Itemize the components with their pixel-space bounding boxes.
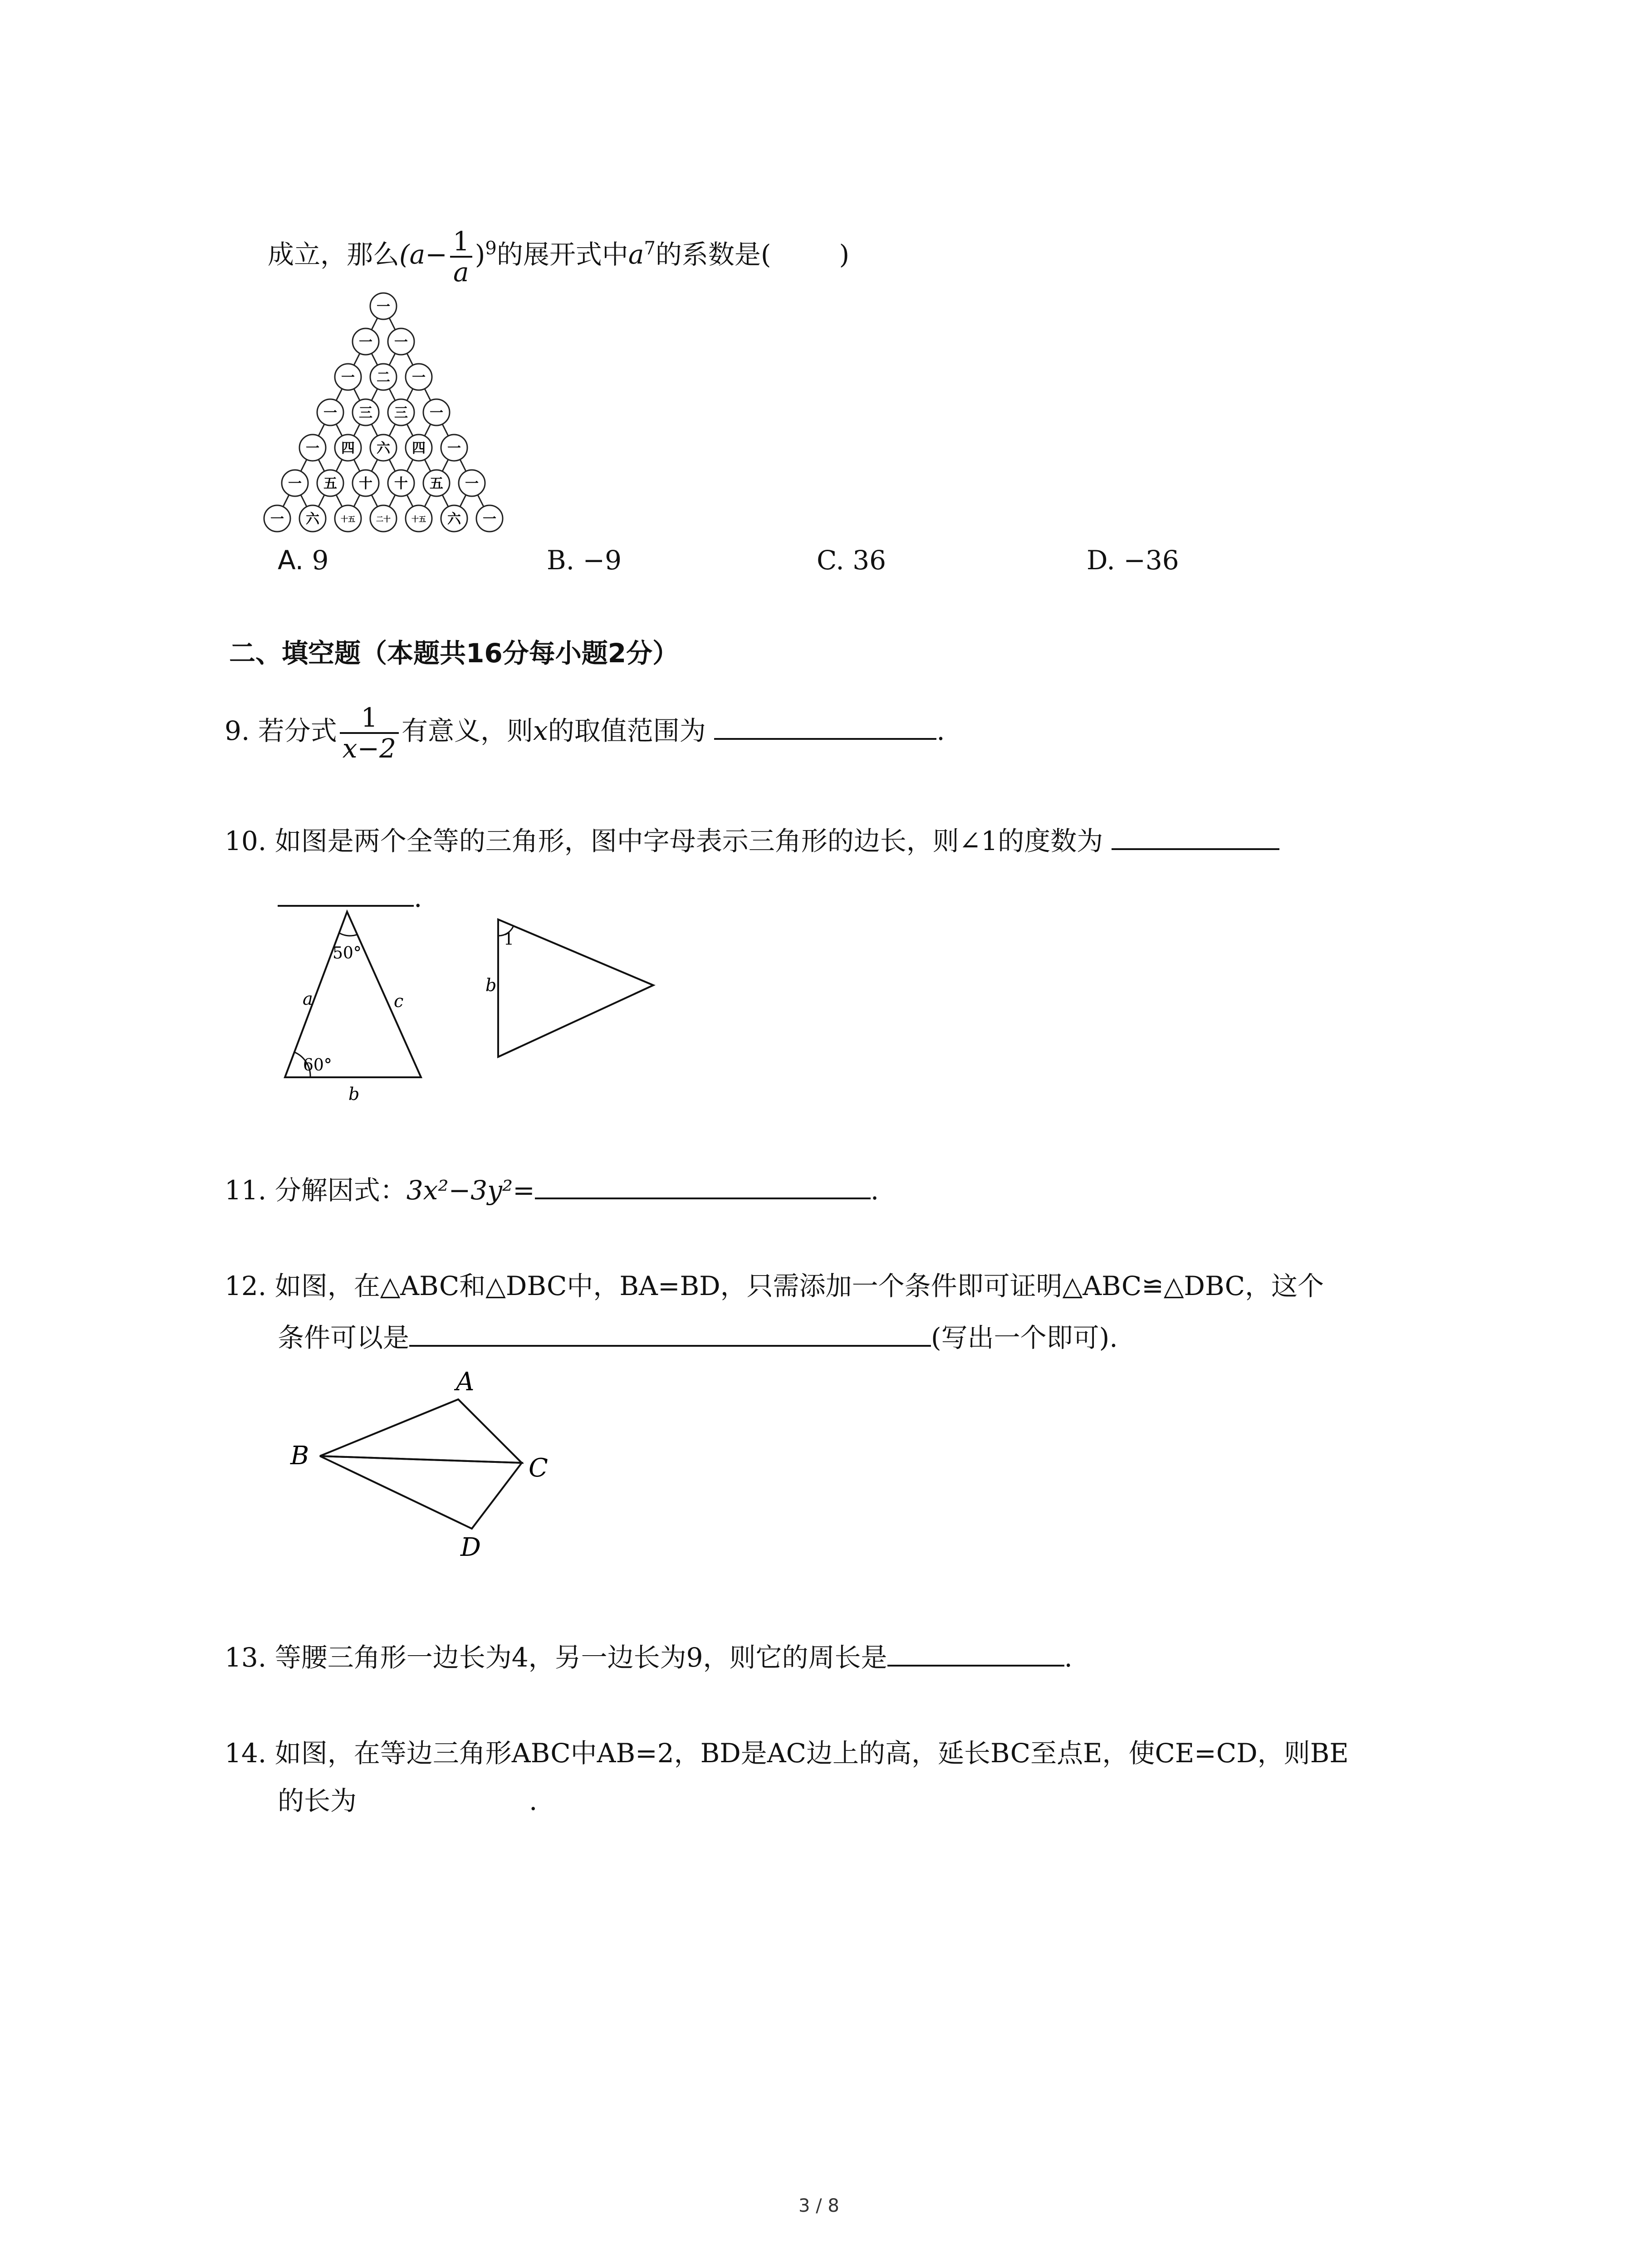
q12-line2: [278, 1318, 1118, 1356]
q8-fraction: [450, 227, 472, 287]
q9-frac-den: x−2: [340, 732, 399, 763]
option-letter: B.: [547, 545, 575, 576]
triangle-node-label: 十: [359, 476, 372, 492]
question-number: 9.: [225, 715, 250, 747]
q10-text: 如图是两个全等的三角形，图中字母表示三角形的边长，则∠1的度数为: [274, 826, 1103, 856]
q8-option-c[interactable]: [817, 542, 886, 578]
option-value: −9: [583, 545, 622, 576]
triangle-node-label: 二十: [376, 515, 391, 523]
q9-post: 的取值范围为: [548, 715, 706, 747]
vertex-b-label: B: [290, 1441, 309, 1471]
triangle-node-label: 一: [377, 299, 390, 315]
q14-line2: 的长为: [278, 1785, 357, 1816]
triangle-node-label: 一: [412, 370, 426, 386]
triangle-node-label: 三: [394, 405, 408, 421]
angle-60-label: 60°: [303, 1056, 332, 1075]
q9-frac-num: 1: [361, 702, 378, 733]
triangle-node-label: 一: [465, 476, 479, 492]
q12-figure: [281, 1361, 563, 1560]
q9-fraction: [340, 703, 399, 763]
q9-var: x: [533, 715, 548, 747]
q8-stem: [268, 227, 849, 287]
q8-end: 的系数是(: [655, 239, 771, 270]
q9-pre: 若分式: [258, 715, 337, 747]
page-number: 3 / 8: [798, 2195, 839, 2216]
triangle-node-label: 一: [483, 511, 496, 527]
q8-expr-close: ): [475, 239, 485, 270]
triangle-node-label: 十五: [340, 515, 356, 523]
q8-option-a[interactable]: [278, 542, 328, 578]
q8-paren-close: ): [839, 239, 850, 270]
triangle-node-label: 五: [323, 476, 337, 492]
pascal-triangle-figure: [254, 284, 522, 538]
answer-blank[interactable]: [1112, 821, 1279, 850]
option-letter: D.: [1087, 545, 1115, 576]
triangle-node-label: 一: [359, 334, 372, 350]
answer-blank[interactable]: [278, 878, 414, 907]
q11-expr: 3x²−3y²=: [406, 1175, 535, 1206]
q10-triangles-figure: [272, 909, 671, 1105]
q10-end: .: [414, 882, 422, 913]
q10: [225, 821, 1279, 859]
q9-mid: 有意义，则: [402, 715, 534, 747]
triangle-right: [485, 919, 653, 1057]
option-value: 9: [312, 545, 329, 576]
answer-blank[interactable]: [535, 1170, 871, 1199]
triangle-node-label: 四: [412, 440, 426, 456]
q11: [225, 1170, 879, 1208]
triangle-node-label: 一: [323, 405, 337, 421]
side-b2-label: b: [485, 975, 497, 995]
q11-end: .: [870, 1175, 879, 1206]
q11-text: 分解因式：: [274, 1175, 407, 1206]
q14-text: 如图，在等边三角形ABC中AB=2，BD是AC边上的高，延长BC至点E，使CE=CD，则BE: [274, 1738, 1349, 1769]
triangle-node-label: 二: [377, 370, 390, 386]
vertex-c-label: C: [529, 1453, 548, 1483]
answer-blank[interactable]: [409, 1318, 931, 1347]
q8-var: a: [628, 239, 644, 270]
q8-power: 9: [485, 238, 497, 259]
triangle-node-label: 一: [447, 440, 461, 456]
triangle-node-label: 一: [341, 370, 355, 386]
answer-blank[interactable]: [714, 711, 936, 740]
q14-line1: [225, 1735, 1349, 1771]
q12-line2-pre: 条件可以是: [278, 1322, 410, 1353]
triangle-node-label: 一: [306, 440, 319, 456]
triangle-node-label: 六: [447, 511, 461, 527]
option-value: −36: [1123, 545, 1179, 576]
triangle-node-label: 一: [394, 334, 408, 350]
q13-text: 等腰三角形一边长为4，另一边长为9，则它的周长是: [274, 1642, 887, 1673]
option-letter: C.: [817, 545, 844, 576]
q8-lead: 成立，那么: [268, 239, 400, 270]
option-value: 36: [852, 545, 886, 576]
q14-end: .: [529, 1785, 538, 1816]
q8-frac-num: 1: [452, 226, 470, 257]
q8-option-b[interactable]: [547, 542, 622, 578]
q8-mid: 的展开式中: [496, 239, 628, 270]
side-a-label: a: [303, 989, 313, 1009]
q9: [225, 703, 945, 763]
question-number: 10.: [225, 826, 267, 856]
triangle-node-label: 六: [377, 440, 390, 456]
q14-line2: [278, 1783, 537, 1819]
triangle-node-label: 五: [430, 476, 443, 492]
triangle-node-label: 一: [430, 405, 443, 421]
q9-end: .: [936, 715, 945, 747]
triangle-node-label: 六: [306, 511, 319, 527]
triangle-node-label: 一: [270, 511, 284, 527]
vertex-d-label: D: [460, 1533, 481, 1560]
question-number: 13.: [225, 1642, 267, 1673]
triangle-node-label: 三: [359, 405, 372, 421]
question-number: 12.: [225, 1271, 267, 1301]
answer-blank[interactable]: [887, 1637, 1064, 1667]
side-c-label: c: [394, 991, 404, 1011]
triangle-node-label: 十五: [411, 515, 426, 523]
q8-var-power: 7: [644, 238, 656, 259]
section-title: 二、填空题（本题共16分每小题2分）: [229, 638, 679, 669]
option-letter: A.: [278, 545, 304, 576]
q12-line2-post: (写出一个即可).: [931, 1322, 1118, 1353]
triangle-left: [285, 912, 421, 1104]
vertex-a-label: A: [456, 1367, 475, 1397]
side-b-label: b: [348, 1084, 360, 1104]
q8-option-d[interactable]: [1087, 542, 1179, 578]
question-number: 11.: [225, 1175, 267, 1206]
q13: [225, 1637, 1073, 1676]
q12-line1: [225, 1268, 1324, 1304]
question-number: 14.: [225, 1738, 267, 1769]
q8-expr-open: (a−: [399, 239, 447, 270]
q12-text: 如图，在△ABC和△DBC中，BA=BD，只需添加一个条件即可证明△ABC≌△DBC，这个: [274, 1271, 1324, 1301]
q8-frac-den: a: [450, 256, 472, 287]
q13-end: .: [1064, 1642, 1073, 1673]
triangle-node-label: 十: [394, 476, 408, 492]
angle-1-label: 1: [504, 930, 514, 949]
triangle-node-label: 一: [288, 476, 302, 492]
angle-50-label: 50°: [333, 944, 362, 963]
triangle-node-label: 四: [341, 440, 355, 456]
